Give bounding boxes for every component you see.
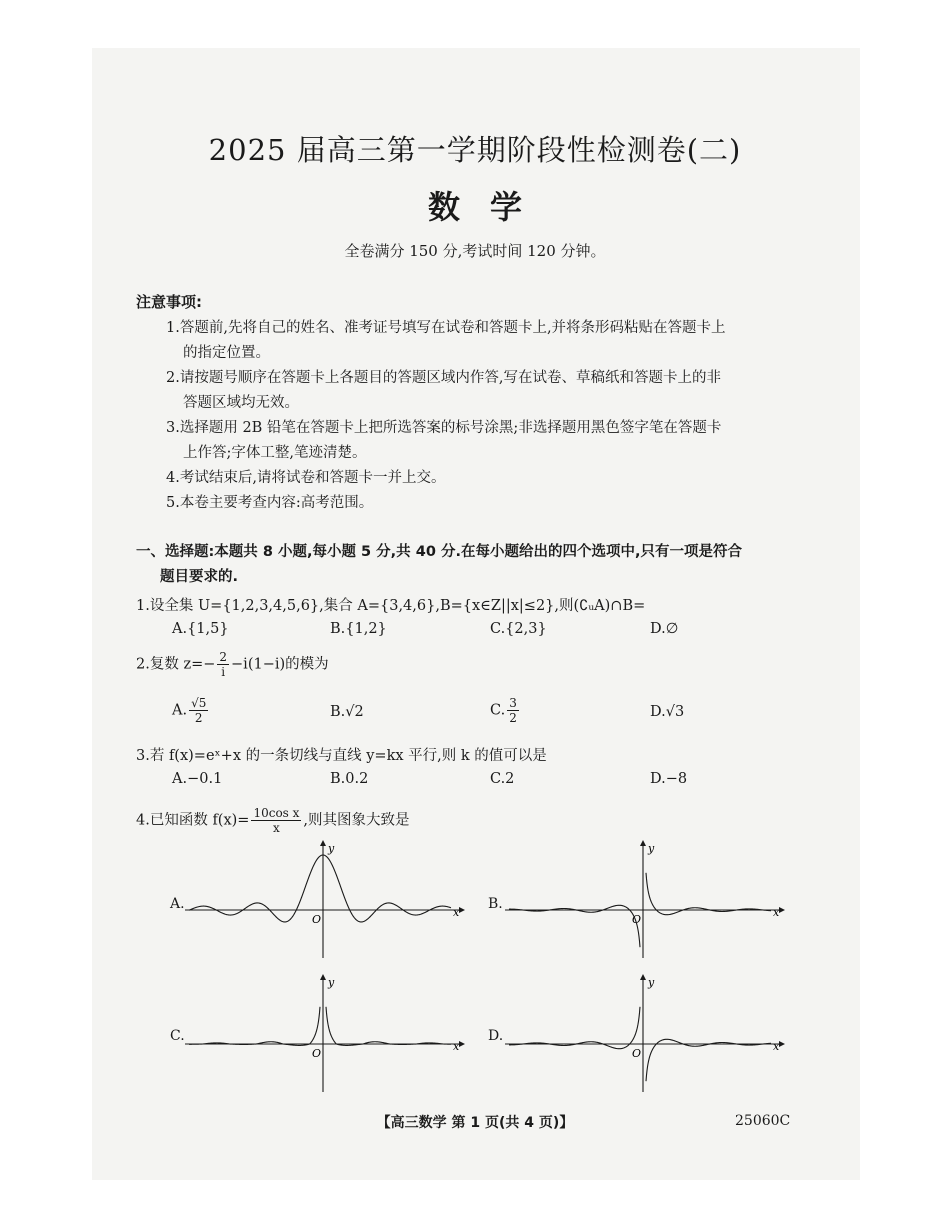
q4-graph-c xyxy=(185,974,465,1092)
q2-option-c-frac xyxy=(507,696,519,725)
section-heading: 一、选择题:本题共 8 小题,每小题 5 分,共 40 分.在每小题给出的四个选项中,只有一项是符合 xyxy=(136,544,742,560)
q4-stem-post: ,则其图象大致是 xyxy=(303,812,410,829)
function-curve-left xyxy=(509,1007,640,1049)
x-axis-label: x xyxy=(453,906,460,919)
notice-line: 答题区域均无效。 xyxy=(183,395,299,411)
origin-label: O xyxy=(632,1047,642,1060)
x-axis-label: x xyxy=(773,1040,780,1053)
q2-option-a-den: 2 xyxy=(194,711,203,725)
q3-option-d: D.−8 xyxy=(650,771,688,787)
q4-stem-pre: 4.已知函数 f(x)= xyxy=(136,812,250,829)
function-curve xyxy=(189,855,451,922)
q4-stem xyxy=(136,806,410,835)
q2-option-c-label: C. xyxy=(490,702,506,719)
q2-stem-pre: 2.复数 z=− xyxy=(136,656,216,673)
q1-option-b: B.{1,2} xyxy=(330,621,387,637)
y-axis-label: y xyxy=(328,842,335,855)
q2-option-a-label: A. xyxy=(172,702,188,719)
exam-title: 2025 届高三第一学期阶段性检测卷(二) xyxy=(208,133,742,167)
q2-fraction xyxy=(217,650,229,679)
q2-option-a xyxy=(172,696,210,725)
notice-line: 上作答;字体工整,笔迹清楚。 xyxy=(183,445,367,461)
q4-graph-b xyxy=(505,840,785,958)
notice-line: 3.选择题用 2B 铅笔在答题卡上把所选答案的标号涂黑;非选择题用黑色签字笔在答题卡 xyxy=(166,420,722,436)
y-axis-label: y xyxy=(328,976,335,989)
notice-line: 的指定位置。 xyxy=(183,345,270,361)
q4-fraction xyxy=(251,806,301,835)
origin-label: O xyxy=(632,913,642,926)
q1-option-d: D.∅ xyxy=(650,621,679,637)
function-curve-right xyxy=(646,873,771,915)
q2-stem xyxy=(136,650,329,679)
paper-code: 25060C xyxy=(735,1113,791,1129)
q4-frac-den: x xyxy=(273,821,280,835)
q1-option-c: C.{2,3} xyxy=(490,621,547,637)
q4-graph-d-label: D. xyxy=(488,1028,504,1044)
x-axis-arrow xyxy=(459,907,465,913)
q1-stem: 1.设全集 U={1,2,3,4,5,6},集合 A={3,4,6},B={x∈Z||x|≤2},则(∁ᵤA)∩B= xyxy=(136,598,646,614)
function-curve-right xyxy=(326,1007,451,1046)
q2-option-c-num: 3 xyxy=(509,696,517,710)
notice-line: 1.答题前,先将自己的姓名、准考证号填写在试卷和答题卡上,并将条形码粘贴在答题卡上 xyxy=(166,320,726,336)
q4-graph-d xyxy=(505,974,785,1092)
notice-line: 2.请按题号顺序在答题卡上各题目的答题区域内作答,写在试卷、草稿纸和答题卡上的非 xyxy=(166,370,721,386)
q3-option-b: B.0.2 xyxy=(330,771,369,787)
notice-line: 4.考试结束后,请将试卷和答题卡一并上交。 xyxy=(166,470,446,486)
q2-option-a-num: √5 xyxy=(191,696,207,710)
y-axis-label: y xyxy=(648,842,655,855)
exam-info: 全卷满分 150 分,考试时间 120 分钟。 xyxy=(344,242,606,260)
y-axis-label: y xyxy=(648,976,655,989)
y-axis-arrow xyxy=(640,840,646,846)
x-axis-label: x xyxy=(773,906,780,919)
q3-stem: 3.若 f(x)=eˣ+x 的一条切线与直线 y=kx 平行,则 k 的值可以是 xyxy=(136,748,547,764)
q4-graph-c-label: C. xyxy=(170,1028,185,1044)
origin-label: O xyxy=(312,913,322,926)
subject-title: 数学 xyxy=(427,188,552,226)
q2-frac-num: 2 xyxy=(219,650,228,664)
y-axis-arrow xyxy=(640,974,646,980)
function-curve-left xyxy=(189,1007,320,1046)
x-axis-arrow xyxy=(779,1041,785,1047)
notice-heading: 注意事项: xyxy=(136,293,202,311)
page-footer: 【高三数学 第 1 页(共 4 页)】 xyxy=(376,1115,574,1131)
q2-frac-den: i xyxy=(221,665,226,679)
section-heading-cont: 题目要求的. xyxy=(160,569,239,585)
q4-graph-b-label: B. xyxy=(488,896,503,912)
q2-stem-post: −i(1−i)的模为 xyxy=(231,656,329,673)
q4-frac-num: 10cos x xyxy=(253,806,300,820)
x-axis-arrow xyxy=(779,907,785,913)
q2-option-c xyxy=(490,696,521,725)
q4-graph-a-label: A. xyxy=(170,896,185,912)
q2-option-a-frac xyxy=(189,696,208,725)
function-curve-left xyxy=(509,905,640,947)
q3-option-c: C.2 xyxy=(490,771,515,787)
origin-label: O xyxy=(312,1047,322,1060)
q1-option-a: A.{1,5} xyxy=(172,621,229,637)
x-axis-arrow xyxy=(459,1041,465,1047)
y-axis-arrow xyxy=(320,974,326,980)
notice-line: 5.本卷主要考查内容:高考范围。 xyxy=(166,495,374,511)
y-axis-arrow xyxy=(320,840,326,846)
x-axis-label: x xyxy=(453,1040,460,1053)
q2-option-d: D.√3 xyxy=(650,704,685,720)
q2-option-c-den: 2 xyxy=(509,711,517,725)
function-curve-right xyxy=(646,1039,771,1081)
q3-option-a: A.−0.1 xyxy=(172,771,223,787)
q2-option-b: B.√2 xyxy=(330,704,364,720)
q4-graph-a xyxy=(185,840,465,958)
